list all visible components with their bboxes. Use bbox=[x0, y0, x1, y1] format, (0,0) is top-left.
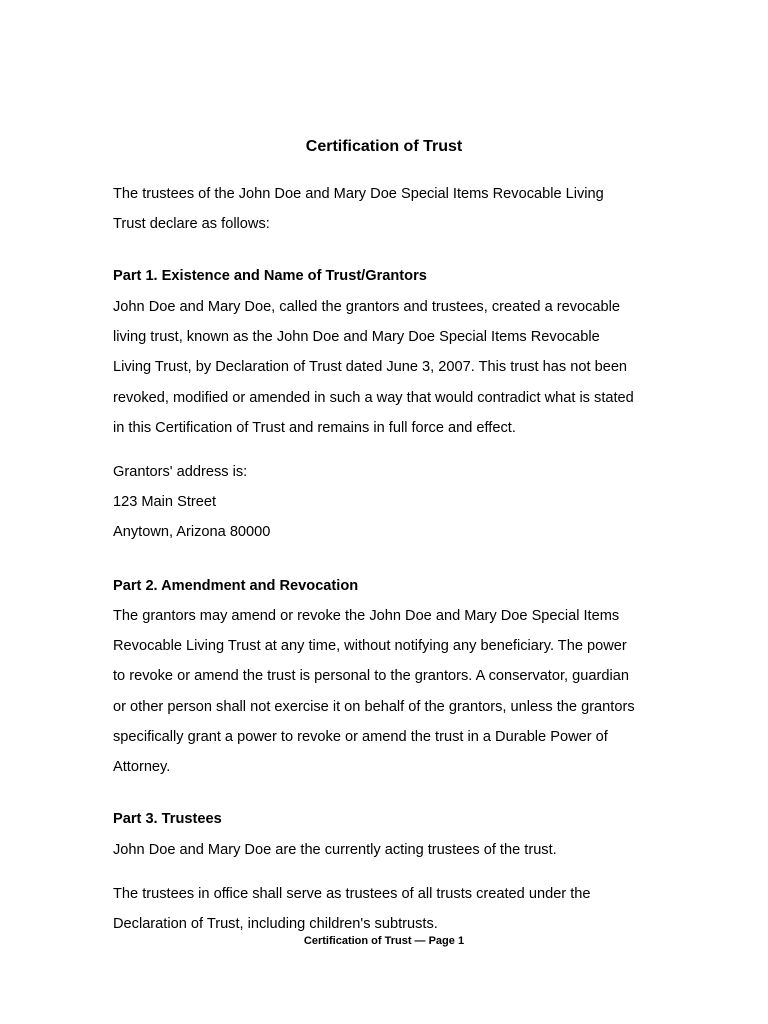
part2-line: Revocable Living Trust at any time, without notifying any beneficiary. The power bbox=[113, 638, 627, 655]
part2-line: to revoke or amend the trust is personal to the grantors. A conservator, guardian bbox=[113, 668, 629, 685]
part1-heading: Part 1. Existence and Name of Trust/Grantors bbox=[113, 268, 427, 284]
part2-line: The grantors may amend or revoke the John Doe and Mary Doe Special Items bbox=[113, 608, 620, 624]
part3-heading: Part 3. Trustees bbox=[113, 811, 222, 827]
part1-line: in this Certification of Trust and remains in full force and effect. bbox=[113, 419, 516, 436]
page-footer: Certification of Trust — Page 1 bbox=[303, 935, 465, 947]
part2-line: or other person shall not exercise it on behalf of the grantors, unless the grantors bbox=[113, 698, 635, 715]
intro-line: The trustees of the John Doe and Mary Doe Special Items Revocable Living bbox=[113, 186, 604, 202]
part3-paragraph-2 bbox=[113, 879, 658, 939]
part2-heading: Part 2. Amendment and Revocation bbox=[113, 578, 359, 594]
part2-line: specifically grant a power to revoke or amend the trust in a Durable Power of bbox=[113, 728, 608, 745]
part3-line: The trustees in office shall serve as trustees of all trusts created under the bbox=[113, 886, 591, 902]
document-title: Certification of Trust bbox=[305, 138, 463, 155]
part1-line: John Doe and Mary Doe, called the grantors and trustees, created a revocable bbox=[113, 299, 621, 315]
part1-paragraph bbox=[113, 292, 658, 443]
part1-line: revoked, modified or amended in such a way that would contradict what is stated bbox=[113, 389, 634, 406]
part3-paragraph-1 bbox=[113, 835, 658, 865]
intro-line: Trust declare as follows: bbox=[113, 216, 270, 233]
address-city: Anytown, Arizona 80000 bbox=[113, 524, 271, 541]
part2-line: Attorney. bbox=[113, 759, 171, 776]
part1-line: Living Trust, by Declaration of Trust dated June 3, 2007. This trust has not been bbox=[113, 359, 628, 376]
part1-line: living trust, known as the John Doe and Mary Doe Special Items Revocable bbox=[113, 329, 600, 346]
address-street: 123 Main Street bbox=[113, 494, 217, 511]
part2-paragraph bbox=[113, 601, 658, 782]
part3-line: John Doe and Mary Doe are the currently acting trustees of the trust. bbox=[113, 842, 557, 858]
address-label: Grantors' address is: bbox=[113, 464, 248, 480]
intro-paragraph bbox=[113, 179, 658, 239]
grantors-address bbox=[113, 457, 658, 548]
part3-line: Declaration of Trust, including children's subtrusts. bbox=[113, 916, 438, 933]
